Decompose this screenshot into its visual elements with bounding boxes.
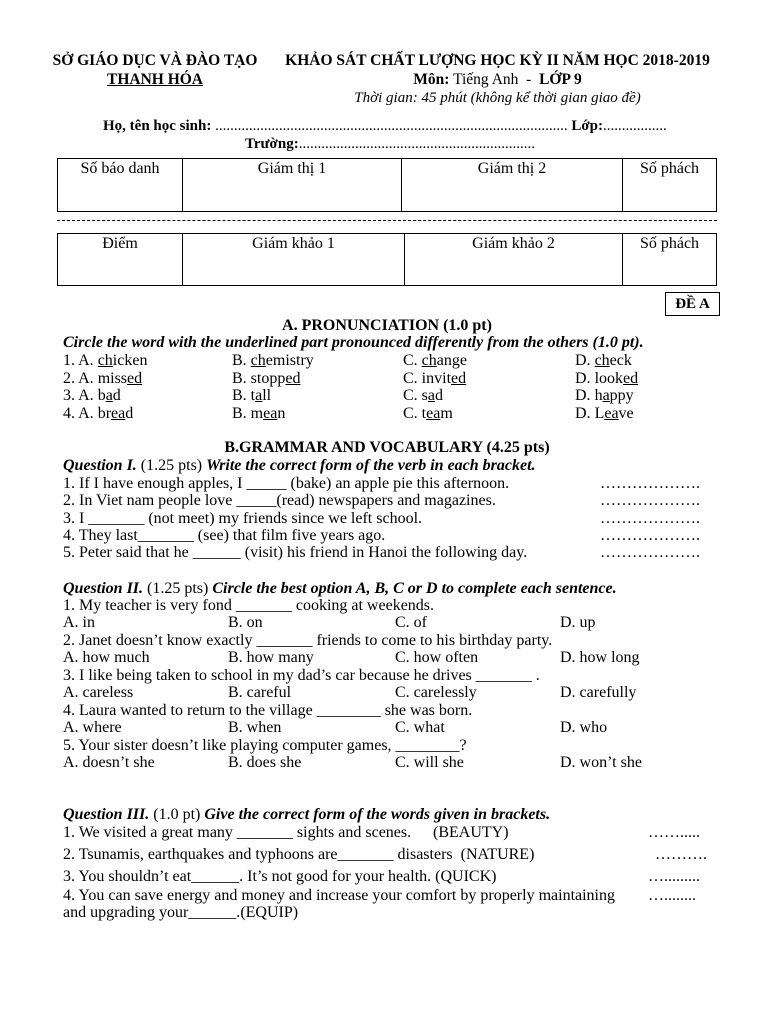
pronunciation-row: [0, 370, 768, 388]
option-a: A. careless: [63, 684, 134, 701]
word-prompt: (BEAUTY): [433, 824, 509, 841]
option-d: D. won’t she: [560, 754, 642, 771]
question-text: 3. You shouldn’t eat______. It’s not good for your health.: [63, 868, 432, 885]
option-b: [232, 370, 300, 388]
option-d: D. who: [560, 719, 608, 736]
underlined-part: ch: [97, 352, 113, 369]
question-item: 3. I like being taken to school in my dad’s car because he drives _______ .: [63, 667, 540, 684]
question-item: 5. Peter said that he ______ (visit) his friend in Hanoi the following day.: [63, 544, 528, 561]
word-end: m: [440, 405, 453, 422]
word-start: stopp: [250, 370, 286, 387]
word-end: n: [277, 405, 286, 422]
word-end: emistry: [265, 352, 314, 369]
word-end: icken: [112, 352, 148, 369]
question-item: [63, 846, 534, 864]
option-c: C. will she: [395, 754, 464, 771]
question-item-continued: [63, 904, 298, 922]
option-b: B. how many: [228, 649, 314, 666]
table-cell-proctor-2: Giám thị 2: [402, 159, 623, 211]
subject-line: [282, 71, 713, 89]
word-start: t: [250, 387, 256, 404]
word-prompt: (QUICK): [435, 868, 497, 885]
underlined-part: ea: [426, 405, 441, 422]
option-row: [0, 719, 768, 737]
word-start: h: [594, 387, 603, 404]
option-d: [575, 352, 632, 370]
word-prompt: (NATURE): [460, 846, 535, 863]
word-end: ppy: [609, 387, 634, 404]
option-letter: C.: [403, 387, 418, 404]
pronunciation-row: [0, 352, 768, 370]
option-b: [232, 387, 271, 405]
word-end: d: [112, 387, 121, 404]
question-label: Question III.: [63, 806, 150, 823]
pronunciation-row: [0, 405, 768, 423]
table-cell-code-number: Số phách: [639, 160, 700, 177]
question-item: 1. We visited a great many _______ sights and scenes.: [63, 824, 412, 841]
option-letter: A.: [78, 352, 94, 369]
option-a: [63, 352, 147, 370]
question-item: 2. Janet doesn’t know exactly _______ friends to come to his birthday party.: [63, 632, 553, 649]
option-a: [63, 405, 133, 423]
item-number: 4.: [63, 405, 75, 422]
underlined-part: ed: [451, 370, 467, 387]
grade-label: LỚP 9: [539, 71, 582, 88]
question-item: 3. I _______ (not meet) my friends since we left school.: [63, 510, 423, 527]
word-end: eck: [609, 352, 632, 369]
underlined-part: ed: [285, 370, 301, 387]
option-b: [232, 405, 285, 423]
class-dots: .................: [603, 118, 667, 134]
answer-dots: …….....: [648, 824, 700, 841]
word-start: invit: [421, 370, 452, 387]
school-dots: ...............................................................: [298, 136, 535, 152]
word-end: d: [435, 387, 444, 404]
underlined-part: a: [427, 387, 436, 404]
option-letter: A.: [78, 405, 94, 422]
underlined-part: ed: [623, 370, 639, 387]
option-row: [0, 754, 768, 772]
option-b: B. careful: [228, 684, 292, 701]
option-row: [0, 614, 768, 632]
option-a: A. how much: [63, 649, 150, 666]
option-letter: C.: [403, 405, 418, 422]
underlined-part: a: [255, 387, 263, 404]
option-d: D. carefully: [560, 684, 637, 701]
underlined-part: ed: [127, 370, 143, 387]
word-end: ll: [262, 387, 272, 404]
word-start: look: [594, 370, 624, 387]
question-instruction: Circle the best option A, B, C or D to complete each sentence.: [212, 580, 617, 597]
option-b: B. when: [228, 719, 282, 736]
question-label: Question I.: [63, 457, 137, 474]
answer-dots: ……….: [655, 846, 707, 863]
word-start: b: [97, 387, 106, 404]
underlined-part: a: [602, 387, 610, 404]
option-a: [63, 387, 121, 405]
word-start: s: [421, 387, 428, 404]
underlined-part: ch: [594, 352, 610, 369]
item-number: 1.: [63, 352, 75, 369]
time-note: Thời gian: 45 phút (không kể thời gian giao đề): [354, 90, 641, 106]
answer-dots: ….........: [648, 868, 700, 885]
word-prompt: (EQUIP): [240, 904, 299, 921]
department-name: SỞ GIÁO DỤC VÀ ĐÀO TẠO: [52, 52, 258, 69]
word-end: ve: [618, 405, 634, 422]
option-letter: B.: [232, 370, 247, 387]
question-item: 2. In Viet nam people love _____(read) newspapers and magazines.: [63, 492, 496, 509]
option-c: [403, 352, 467, 370]
question-label: Question II.: [63, 580, 144, 597]
question-item: 4. They last_______ (see) that film five years ago.: [63, 527, 386, 544]
option-c: [403, 405, 453, 423]
option-letter: B.: [232, 352, 247, 369]
answer-dots: …........: [648, 887, 696, 904]
option-letter: D.: [575, 387, 591, 404]
underlined-part: ea: [263, 405, 278, 422]
question-item: 1. My teacher is very fond _______ cooking at weekends.: [63, 597, 435, 614]
question-text: 2. Tsunamis, earthquakes and typhoons are_______ disasters: [63, 846, 453, 863]
option-letter: B.: [232, 405, 247, 422]
question-points: (1.0 pt): [153, 806, 201, 823]
question-item: 5. Your sister doesn’t like playing computer games, ________?: [63, 737, 467, 754]
option-c: [403, 370, 466, 388]
option-c: [403, 387, 443, 405]
section-a-title: A. PRONUNCIATION (1.0 pt): [282, 317, 492, 334]
option-d: [575, 405, 634, 423]
word-start: br: [97, 405, 112, 422]
table-cell-candidate-number: Số báo danh: [58, 159, 183, 211]
section-a-instruction: Circle the word with the underlined part pronounced differently from the others (1.0 pt).: [63, 334, 644, 351]
option-a: [63, 370, 142, 388]
option-letter: B.: [232, 387, 247, 404]
option-letter: D.: [575, 370, 591, 387]
class-label: Lớp:: [571, 118, 604, 134]
item-number: 2.: [63, 370, 75, 387]
word-start: miss: [97, 370, 128, 387]
school-line: [245, 135, 535, 153]
question-instruction: Write the correct form of the verb in each bracket.: [206, 457, 536, 474]
word-start: t: [421, 405, 427, 422]
option-a: A. doesn’t she: [63, 754, 155, 771]
question-points: (1.25 pts): [147, 580, 209, 597]
question-2-heading: [63, 580, 617, 598]
province-line: [40, 71, 270, 89]
table-cell-code-number: Số phách: [639, 235, 700, 252]
word-end: d: [125, 405, 134, 422]
section-b-title: B.GRAMMAR AND VOCABULARY (4.25 pts): [224, 439, 550, 456]
option-d: [575, 387, 634, 405]
grader-table: [57, 233, 717, 286]
question-3-heading: [63, 806, 550, 824]
option-letter: D.: [575, 352, 591, 369]
option-c: C. carelessly: [395, 684, 477, 701]
option-letter: C.: [403, 370, 418, 387]
question-text: and upgrading your______.: [63, 904, 241, 921]
question-points: (1.25 pts): [140, 457, 203, 474]
option-d: [575, 370, 638, 388]
option-b: B. on: [228, 614, 263, 631]
school-label: Trường:: [245, 136, 299, 152]
option-row: [0, 684, 768, 702]
table-cell-score: Điểm: [58, 234, 183, 285]
underlined-part: ea: [604, 405, 619, 422]
subject-value: Tiếng Anh: [453, 71, 519, 88]
option-letter: D.: [575, 405, 591, 422]
option-b: [232, 352, 314, 370]
student-name-line: [103, 117, 667, 135]
answer-dots: ……………….: [600, 510, 700, 527]
answer-dots: ……………….: [600, 475, 700, 492]
exam-title: KHẢO SÁT CHẤT LƯỢNG HỌC KỲ II NĂM HỌC 2018-2019: [285, 52, 710, 69]
answer-dots: ……………….: [600, 492, 700, 509]
underlined-part: ch: [421, 352, 437, 369]
pronunciation-row: [0, 387, 768, 405]
word-start: m: [250, 405, 264, 422]
student-name-label: Họ, tên học sinh:: [103, 118, 212, 134]
option-b: B. does she: [228, 754, 302, 771]
option-c: C. of: [395, 614, 427, 631]
student-name-dots: ..............................................................................................: [215, 118, 568, 134]
underlined-part: ch: [250, 352, 266, 369]
option-letter: A.: [78, 370, 94, 387]
option-row: [0, 649, 768, 667]
question-item: 1. If I have enough apples, I _____ (bake) an apple pie this afternoon.: [63, 475, 510, 492]
table-cell-grader-2: Giám khảo 2: [405, 234, 623, 285]
option-c: C. how often: [395, 649, 479, 666]
proctor-table: [57, 158, 717, 212]
answer-dots: ……………….: [600, 544, 700, 561]
option-c: C. what: [395, 719, 445, 736]
option-letter: C.: [403, 352, 418, 369]
question-item: 4. Laura wanted to return to the village ________ she was born.: [63, 702, 473, 719]
option-d: D. how long: [560, 649, 640, 666]
table-cell-grader-1: Giám khảo 1: [183, 234, 405, 285]
word-end: ange: [436, 352, 467, 369]
question-item: [63, 868, 496, 886]
question-instruction: Give the correct form of the words given in brackets.: [204, 806, 551, 823]
question-1-heading: [63, 457, 536, 475]
option-a: A. in: [63, 614, 95, 631]
question-item: 4. You can save energy and money and increase your comfort by properly maintaining: [63, 887, 615, 904]
answer-dots: ……………….: [600, 527, 700, 544]
option-letter: A.: [78, 387, 94, 404]
option-a: A. where: [63, 719, 122, 736]
subject-label: Môn:: [413, 71, 450, 88]
province-name: THANH HÓA: [106, 71, 204, 88]
cut-line: [57, 220, 717, 221]
word-start: L: [594, 405, 605, 422]
option-d: D. up: [560, 614, 596, 631]
subject-separator: -: [526, 71, 532, 88]
table-cell-proctor-1: Giám thị 1: [183, 159, 402, 211]
exam-code-box: ĐỀ A: [665, 292, 720, 316]
item-number: 3.: [63, 387, 75, 404]
underlined-part: a: [105, 387, 113, 404]
underlined-part: ea: [111, 405, 126, 422]
